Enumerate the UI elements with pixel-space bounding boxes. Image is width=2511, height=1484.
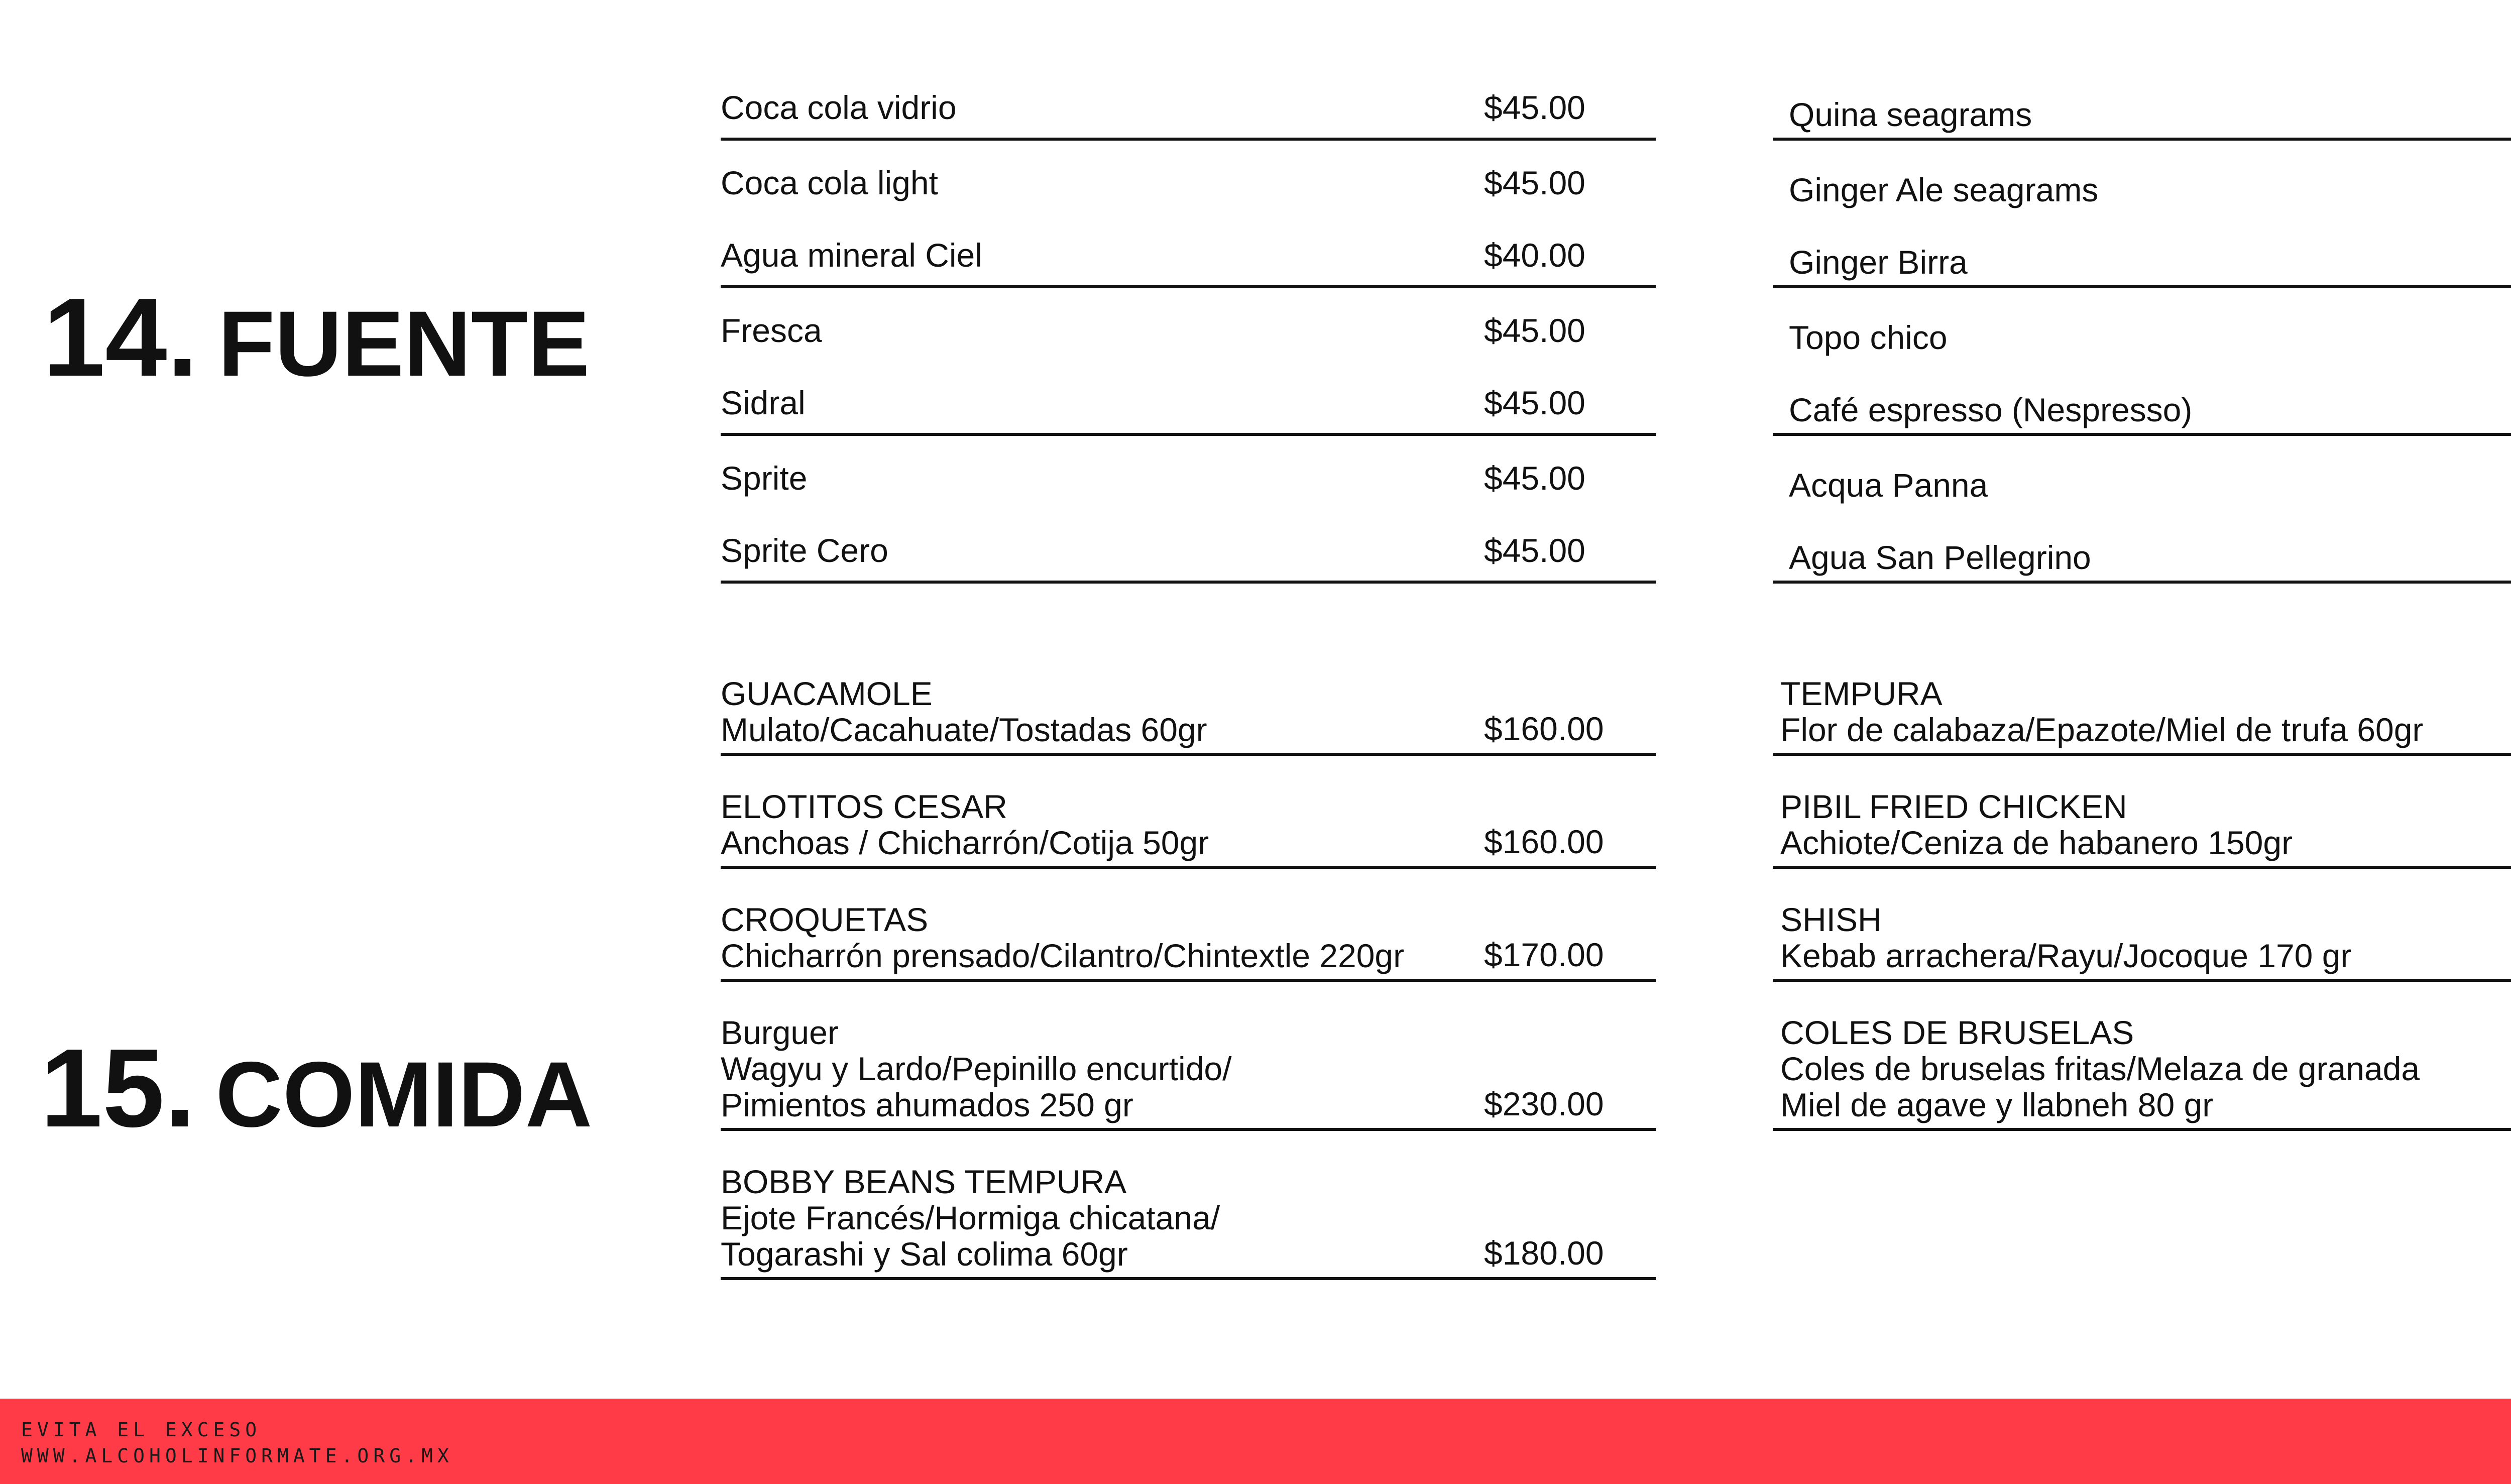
section-title-fuente <box>0 274 633 402</box>
footer-slogan: EVITA EL EXCESO <box>21 1419 262 1441</box>
item-name: ELOTITOS CESAR <box>721 788 1007 825</box>
item-price: $45.00 <box>1484 89 1585 126</box>
item-price: $45.00 <box>1484 532 1585 569</box>
menu-item <box>721 65 1656 141</box>
item-description: Anchoas / Chicharrón/Cotija 50gr <box>721 824 1209 861</box>
menu-item <box>1773 361 2511 436</box>
item-description: Achiote/Ceniza de habanero 150gr <box>1780 824 2293 861</box>
section-name: FUENTE <box>218 292 590 396</box>
item-name: Ginger Birra <box>1789 244 1968 281</box>
item-name: COLES DE BRUSELAS <box>1780 1014 2134 1051</box>
item-name: Agua mineral Ciel <box>721 237 982 274</box>
item-description: Ejote Francés/Hormiga chicatana/ <box>721 1199 1220 1236</box>
item-price: $45.00 <box>1484 164 1585 201</box>
food-list-right <box>1773 675 2511 1164</box>
item-name: CROQUETAS <box>721 901 929 938</box>
menu-item <box>1773 288 2511 361</box>
item-name: Coca cola light <box>721 164 938 201</box>
footer-banner <box>0 1399 2511 1484</box>
item-price: $170.00 <box>1484 936 1604 973</box>
menu-item <box>1773 901 2511 982</box>
item-name: Agua San Pellegrino <box>1789 539 2091 576</box>
food-list-left <box>721 675 1656 1313</box>
item-name: SHISH <box>1780 901 1882 938</box>
item-description: Flor de calabaza/Epazote/Miel de trufa 60gr <box>1780 711 2424 748</box>
beverage-list-right <box>1773 65 2511 584</box>
item-description: Chicharrón prensado/Cilantro/Chintextle 220gr <box>721 937 1405 974</box>
item-name: Sprite Cero <box>721 532 888 569</box>
menu-item <box>1773 141 2511 213</box>
item-description: Togarashi y Sal colima 60gr <box>721 1235 1128 1273</box>
menu-item <box>721 508 1656 584</box>
item-name: Burguer <box>721 1014 839 1051</box>
item-name: BOBBY BEANS TEMPURA <box>721 1163 1127 1200</box>
item-name: Topo chico <box>1789 319 1948 356</box>
item-price: $160.00 <box>1484 823 1604 860</box>
item-price: $45.00 <box>1484 460 1585 497</box>
item-name: GUACAMOLE <box>721 675 933 712</box>
menu-item <box>1773 508 2511 584</box>
item-price: $45.00 <box>1484 384 1585 421</box>
menu-item <box>721 675 1656 756</box>
item-price: $45.00 <box>1484 312 1585 349</box>
section-number: 15. <box>40 1026 196 1151</box>
beverage-list-left <box>721 65 1656 584</box>
section-number: 14. <box>43 275 198 400</box>
item-description: Miel de agave y llabneh 80 gr <box>1780 1086 2214 1123</box>
item-description: Wagyu y Lardo/Pepinillo encurtido/ <box>721 1050 1232 1087</box>
item-name: Ginger Ale seagrams <box>1789 171 2099 208</box>
menu-item <box>721 436 1656 508</box>
item-description: Pimientos ahumados 250 gr <box>721 1086 1133 1123</box>
menu-item <box>1773 436 2511 508</box>
menu-item <box>1773 788 2511 869</box>
item-name: Café espresso (Nespresso) <box>1789 391 2193 428</box>
menu-item <box>721 1014 1656 1131</box>
item-description: Kebab arrachera/Rayu/Jocoque 170 gr <box>1780 937 2352 974</box>
menu-item <box>1773 675 2511 756</box>
item-description: Coles de bruselas fritas/Melaza de granada <box>1780 1050 2420 1087</box>
item-name: Quina seagrams <box>1789 96 2032 133</box>
menu-item <box>721 213 1656 288</box>
menu-item <box>1773 65 2511 141</box>
item-name: PIBIL FRIED CHICKEN <box>1780 788 2127 825</box>
item-name: Acqua Panna <box>1789 467 1988 504</box>
item-description: Mulato/Cacahuate/Tostadas 60gr <box>721 711 1207 748</box>
section-title-comida <box>0 1024 633 1153</box>
item-price: $180.00 <box>1484 1234 1604 1272</box>
item-name: TEMPURA <box>1780 675 1943 712</box>
menu-item <box>721 788 1656 869</box>
item-name: Sidral <box>721 384 806 421</box>
menu-item <box>721 1164 1656 1280</box>
menu-item <box>721 288 1656 361</box>
item-price: $40.00 <box>1484 237 1585 274</box>
menu-item <box>1773 1014 2511 1131</box>
item-name: Sprite <box>721 460 808 497</box>
item-name: Fresca <box>721 312 822 349</box>
menu-item <box>1773 213 2511 288</box>
section-name: COMIDA <box>215 1043 593 1147</box>
item-price: $160.00 <box>1484 710 1604 747</box>
menu-item <box>721 141 1656 213</box>
menu-item <box>721 361 1656 436</box>
footer-url[interactable]: WWW.ALCOHOLINFORMATE.ORG.MX <box>21 1445 453 1467</box>
item-price: $230.00 <box>1484 1085 1604 1122</box>
item-name: Coca cola vidrio <box>721 89 957 126</box>
menu-item <box>721 901 1656 982</box>
